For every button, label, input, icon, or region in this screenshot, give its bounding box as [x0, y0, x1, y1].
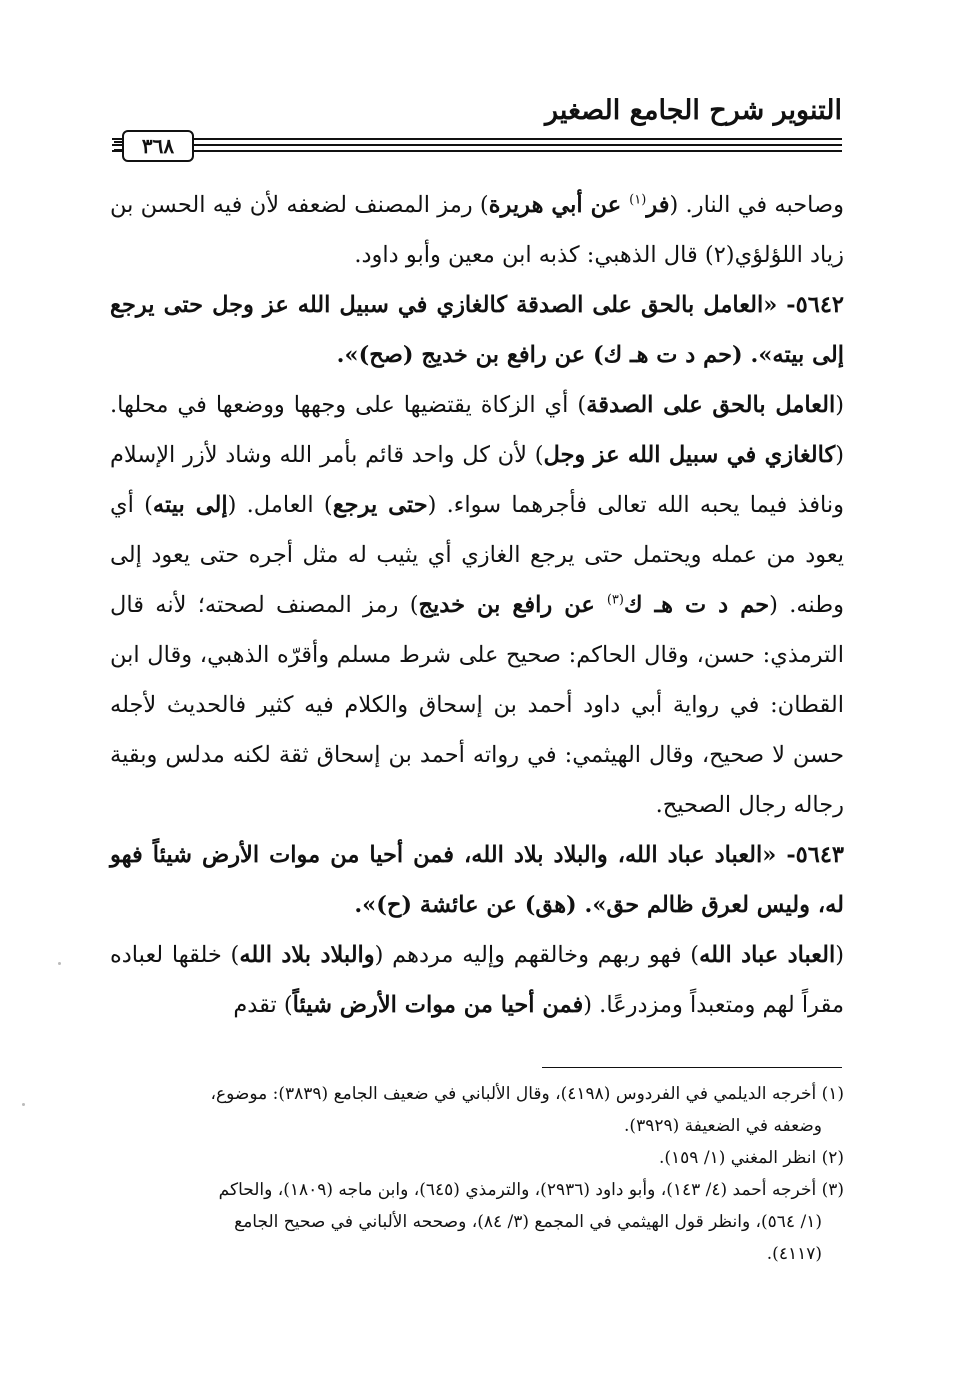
text-run: ) رمز المصنف لضعفه لأن فيه الحسن بن زياد اللؤلؤي(٢) قال الذهبي: كذبه ابن معين وأبو داود. [110, 192, 844, 268]
running-title: التنوير شرح الجامع الصغير [545, 95, 842, 126]
text-run: ) تقدم [233, 992, 293, 1018]
text-run: ) خلقها لعباده مقراً لهم ومتعبداً ومزدرعًا. ( [110, 942, 844, 1018]
footnote-line: (١/ ٥٦٤)، وانظر قول الهيثمي في المجمع (٣/ ٨٤)، وصححه الألباني في صحيح الجامع [234, 1212, 822, 1232]
header-rule [112, 132, 842, 160]
text-run: ( [835, 942, 844, 968]
paragraph [110, 180, 844, 280]
footnote-line: وضعفه في الضعيفة (٣٩٢٩). [624, 1116, 822, 1136]
bold-run: العباد عباد الله [699, 942, 836, 968]
bold-run: إلى بيته [152, 492, 228, 518]
text-run: ) أي الزكاة يقتضيها على وجهها ووضعها في محلها. ( [110, 392, 845, 468]
hadith-entry: ٥٦٤٢- «العامل بالحق على الصدقة كالغازي في سبيل الله عز وجل حتى يرجع إلى بيته». (حم د ت هـ ك) عن رافع بن خديج (صح)». [110, 292, 844, 368]
bold-run: كالغازي في سبيل الله عز وجل [543, 442, 836, 468]
bold-run: العامل بالحق على الصدقة [586, 392, 836, 418]
text-run: ( [835, 392, 845, 418]
bold-run: والبلاد بلاد الله [239, 942, 375, 968]
bold-run: فر [646, 192, 670, 218]
bold-run: حم د ت هـ ك [623, 592, 770, 618]
paragraph [110, 930, 844, 1030]
footnote-line: (٢) انظر المغني (١/ ١٥٩). [658, 1148, 844, 1168]
text-run: ) أي يعود من عمله ويحتمل حتى يرجع الغازي أي يثيب له مثل أجره حتى يعود إلى وطنه. ( [110, 492, 844, 618]
header-rule-line [112, 144, 842, 146]
footnote-line: (٤١١٧). [766, 1244, 822, 1264]
bold-run: فمن أحيا من موات الأرض شيئاً [292, 992, 584, 1018]
scan-speck [58, 962, 61, 965]
footnotes [110, 1078, 844, 1270]
scan-speck [22, 1103, 25, 1106]
text-run: ) لأن كل واحد قائم بأمر الله وشاد لأزر الإسلام ونافذ فيما يحبه الله تعالى فأجرهما سواء. ( [110, 442, 844, 518]
footnote-separator [542, 1067, 842, 1068]
bold-run: عن أبي هريرة [488, 192, 630, 218]
header-rule-line [112, 138, 842, 140]
text-run: ) فهو ربهم وخالقهم وإليه مردهم ( [374, 942, 700, 968]
hadith-entry: ٥٦٤٣- «العباد عباد الله، والبلاد بلاد الله، فمن أحيا من موات الأرض شيئاً فهو له، وليس لعرق ظالم حق». (هق) عن عائشة (ح)». [110, 842, 844, 918]
text-run: وصاحبه في النار. ( [669, 192, 844, 218]
footnote-line: (٣) أخرجه أحمد (٤/ ١٤٣)، وأبو داود (٢٩٣٦)، والترمذي (٦٤٥)، وابن ماجه (١٨٠٩)، والحاكم [218, 1180, 844, 1200]
paragraph [110, 380, 844, 830]
header-rule-line [112, 150, 842, 152]
bold-run: حتى يرجع [332, 492, 428, 518]
bold-run: عن رافع بن خديج [418, 592, 607, 618]
text-run: ) العامل. ( [227, 492, 333, 518]
footnote-line: (١) أخرجه الديلمي في الفردوس (٤١٩٨)، وقال الألباني في ضعيف الجامع (٣٨٣٩): موضوع، [210, 1084, 844, 1104]
page-number: ٣٦٨ [122, 130, 194, 162]
text-run: ) رمز المصنف لصحته؛ لأنه قال الترمذي: حسن، وقال الحاكم: صحيح على شرط مسلم وأقرّه الذهبي، وقال ابن القطان: في رواية أبي داود أحمد بن إسحاق والكلام فيه كثير فالحديث لأجله حسن لا صحيح، وقال الهيثمي: في رواته أحمد بن إسحاق ثقة لكنه مدلس وبقية رجاله رجال الصحيح. [110, 592, 844, 818]
main-text [110, 180, 844, 1030]
footnote-ref[interactable]: (٣) [606, 592, 624, 608]
footnote-ref[interactable]: (١) [629, 192, 647, 208]
